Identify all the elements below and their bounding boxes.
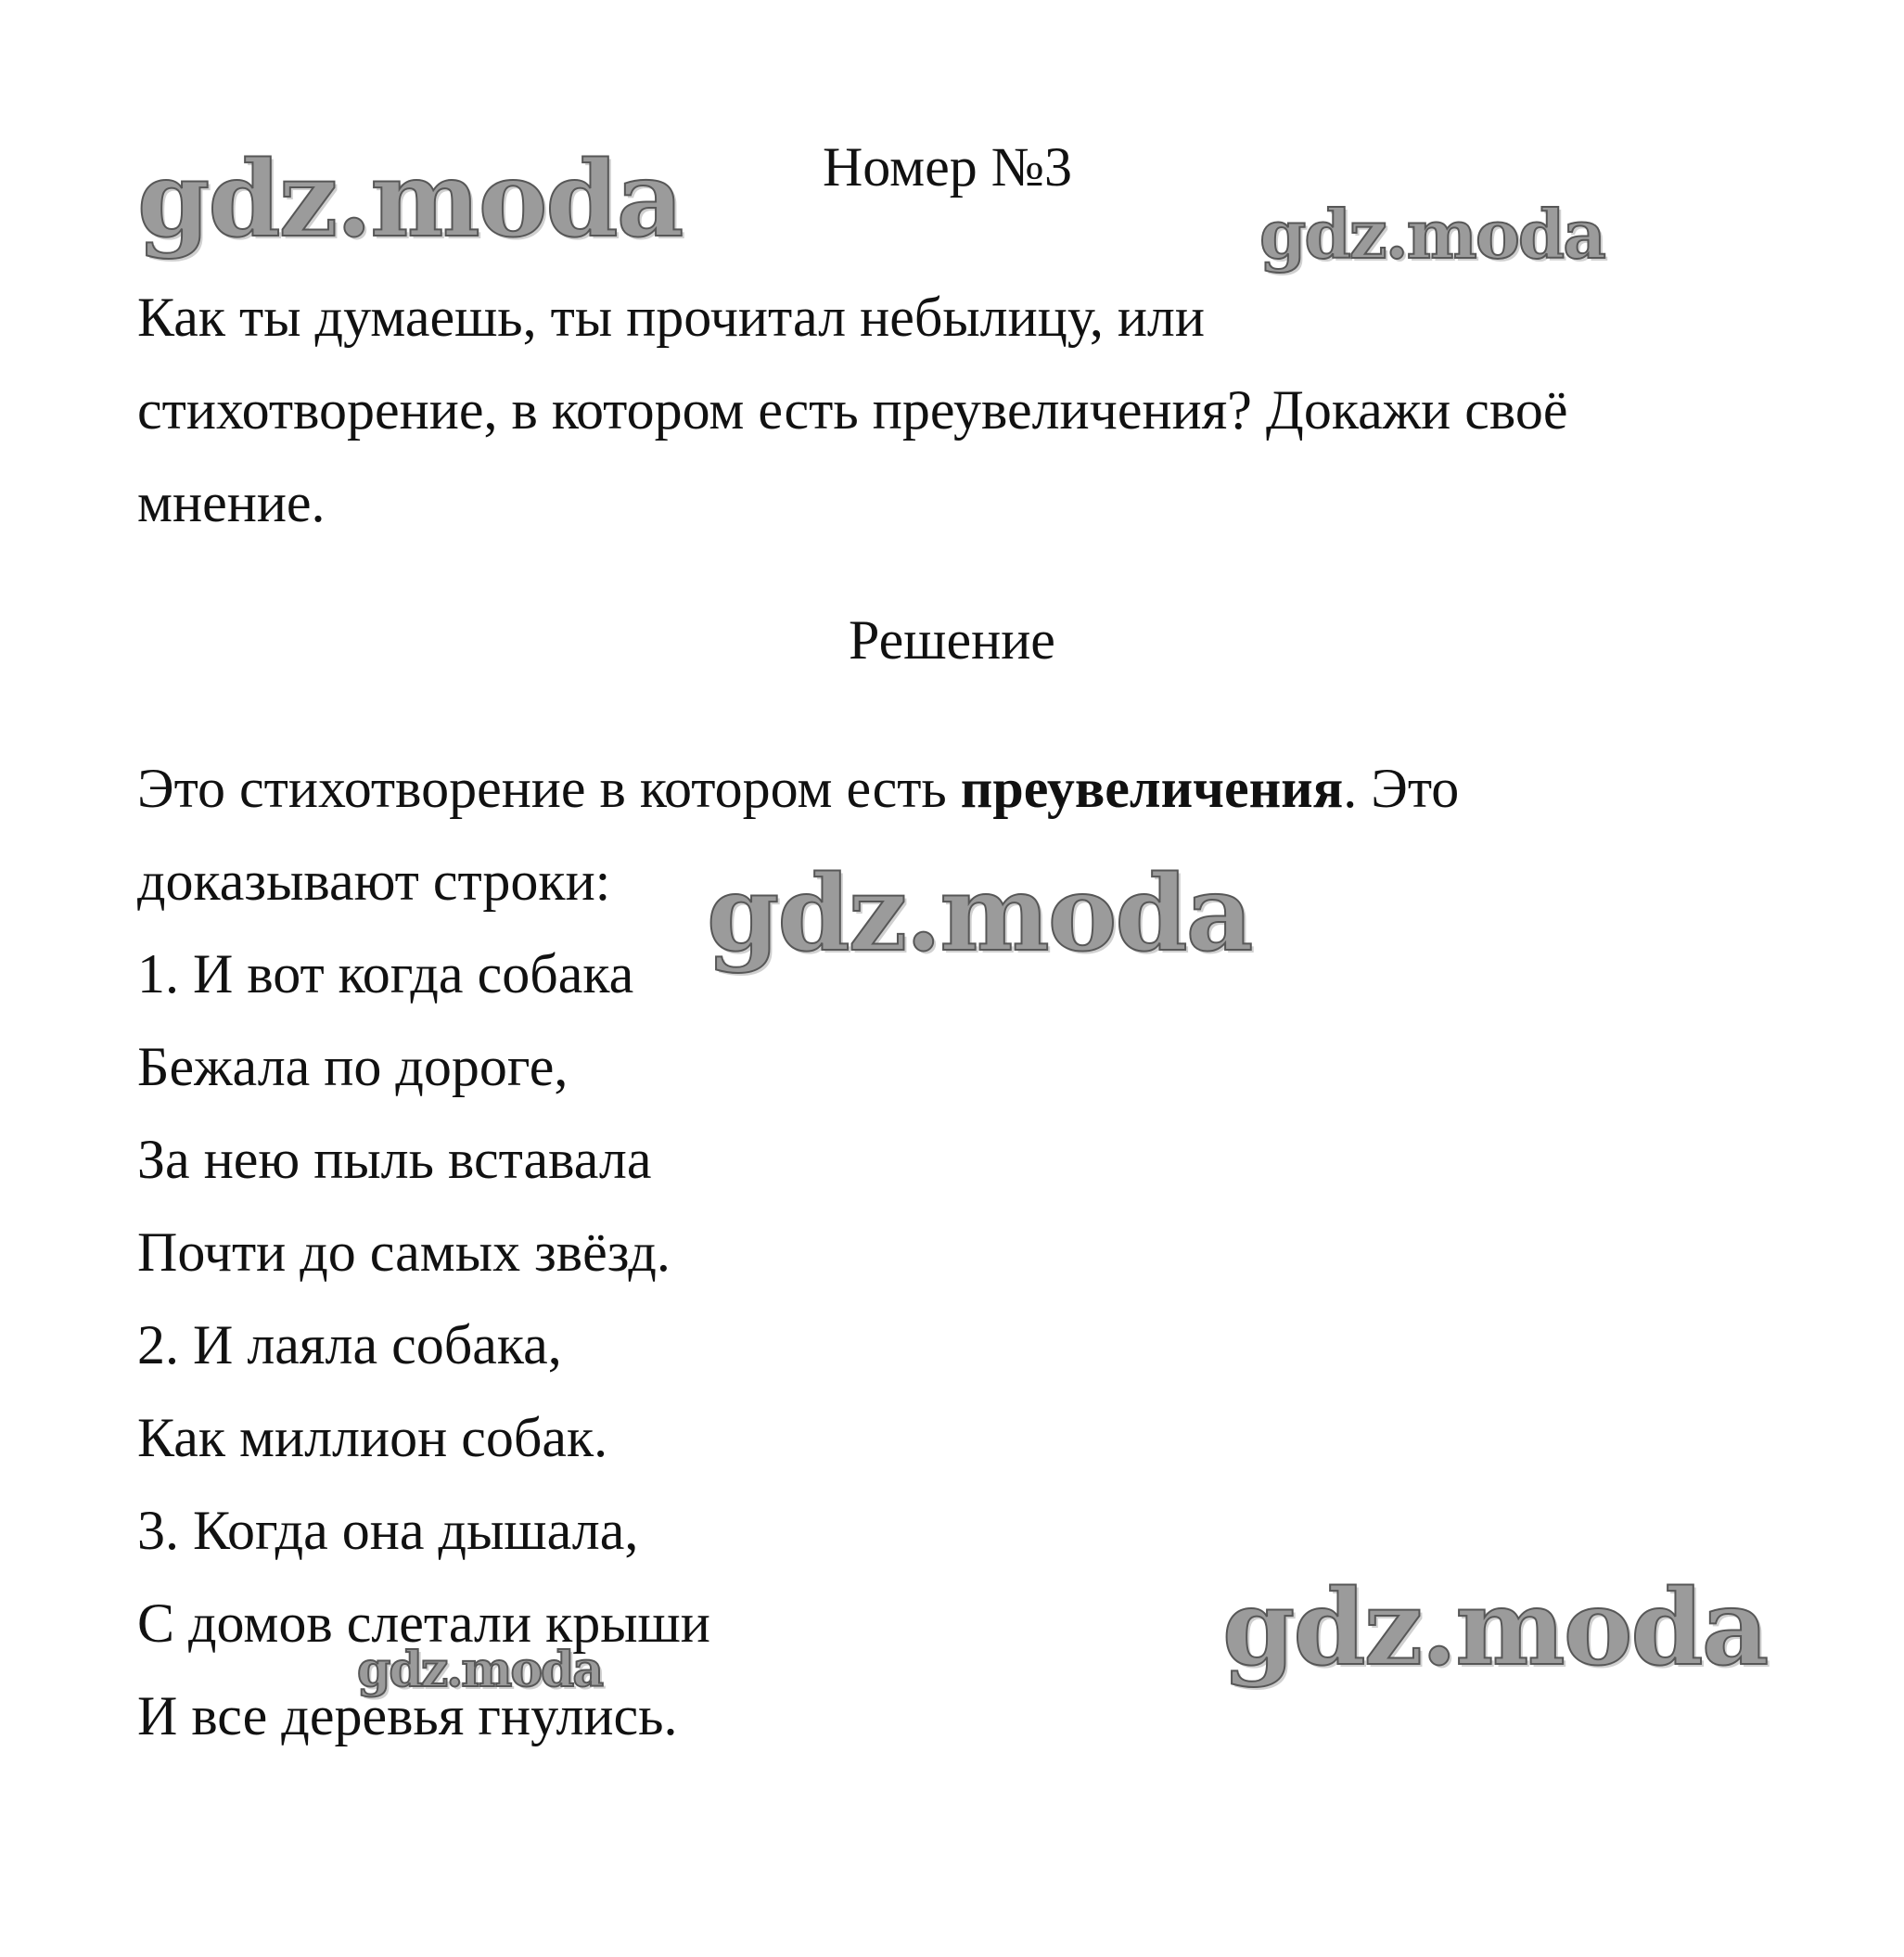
answer-intro-before: Это стихотворение в котором есть	[137, 758, 961, 819]
watermark: gdz.moda	[137, 139, 683, 261]
answer-intro-bold: преувеличения	[960, 758, 1344, 819]
poem-line: С домов слетали крыши	[137, 1592, 710, 1654]
title-text: Номер №3	[822, 136, 1073, 198]
watermark: gdz.moda	[1259, 195, 1604, 274]
question-text	[137, 271, 1797, 549]
question-line: мнение.	[137, 472, 326, 533]
question-line: стихотворение, в котором есть преувеличения? Докажи своё	[137, 379, 1568, 441]
question-line: Как ты думаешь, ты прочитал небылицу, или	[137, 287, 1205, 348]
poem-line: 3. Когда она дышала,	[137, 1500, 639, 1561]
poem-line: Бежала по дороге,	[137, 1036, 569, 1097]
poem-line: За нею пыль вставала	[137, 1129, 652, 1190]
answer-intro-after: . Это	[1343, 758, 1460, 819]
answer-intro-line	[137, 742, 1797, 835]
poem-line: Почти до самых звёзд.	[137, 1222, 671, 1283]
watermark: gdz.moda	[357, 1642, 603, 1698]
watermark: gdz.moda	[707, 853, 1252, 975]
poem-line: Как миллион собак.	[137, 1407, 608, 1468]
poem-line: 2. И лаяла собака,	[137, 1314, 562, 1375]
answer-intro-line-2: доказывают строки:	[137, 851, 611, 912]
solution-heading: Решение	[849, 609, 1055, 671]
poem-line: 1. И вот когда собака	[137, 943, 634, 1004]
poem-line: И все деревья гнулись.	[137, 1685, 678, 1746]
watermark: gdz.moda	[1222, 1567, 1768, 1689]
